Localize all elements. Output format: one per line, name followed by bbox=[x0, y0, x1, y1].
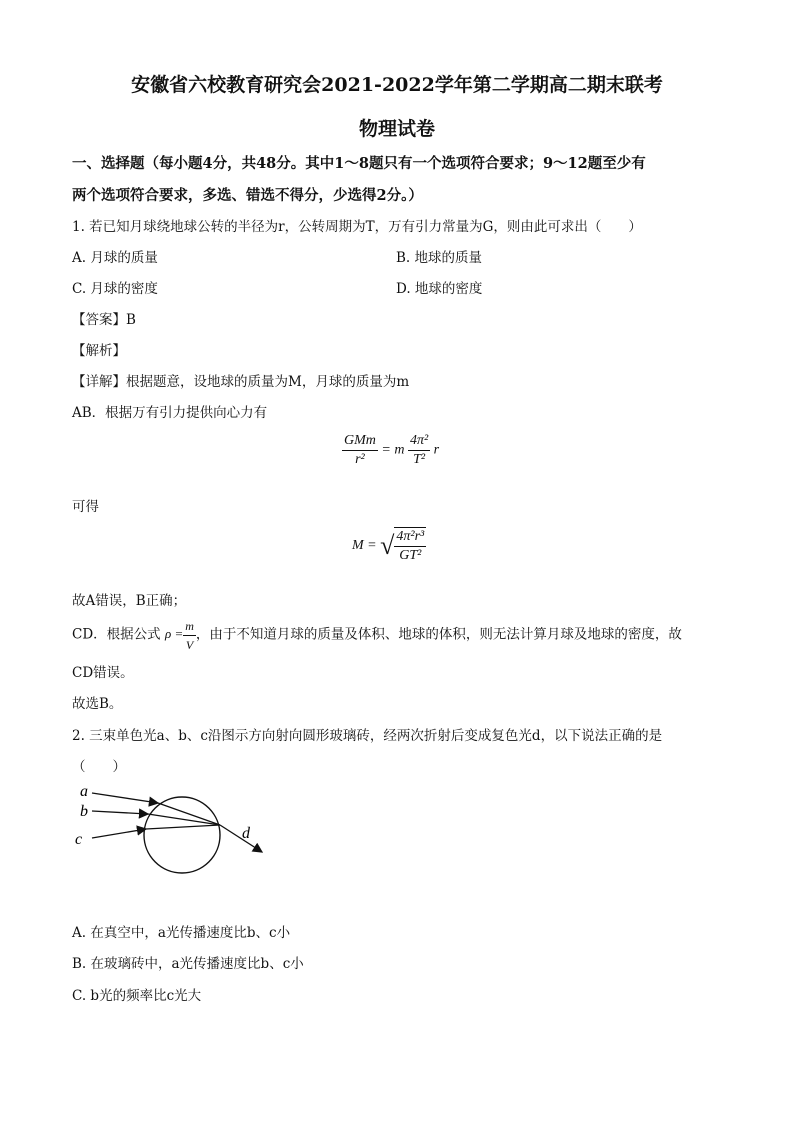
question-2-stem: 2. 三束单色光a、b、c沿图示方向射向圆形玻璃砖，经两次折射后变成复色光d，以下说法正确的是 bbox=[72, 728, 663, 744]
q1-detail: 【详解】根据题意，设地球的质量为M，月球的质量为m bbox=[72, 374, 410, 390]
q1-equation-1 bbox=[342, 432, 439, 469]
cd-formula-lhs: ρ = bbox=[164, 626, 184, 642]
light-refraction-figure bbox=[70, 778, 280, 878]
q1-option-d: D. 地球的密度 bbox=[396, 281, 483, 297]
ray-d-exit bbox=[220, 825, 262, 852]
eq2-lhs: M = bbox=[352, 538, 377, 554]
cd-suffix: ，由于不知道月球的质量及体积、地球的体积，则无法计算月球及地球的密度，故 bbox=[195, 626, 682, 643]
ray-b-inside bbox=[148, 814, 220, 825]
label-d: d bbox=[242, 825, 250, 842]
q1-answer: 【答案】B bbox=[72, 312, 136, 328]
q1-option-c: C. 月球的密度 bbox=[72, 281, 158, 297]
cd-formula-numerator: m bbox=[183, 617, 196, 636]
q1-derive: 可得 bbox=[72, 499, 99, 515]
section-heading-line2: 两个选项符合要求，多选、错选不得分，少选得2分。） bbox=[72, 187, 423, 204]
eq2-numerator: 4π²r³ bbox=[394, 528, 426, 547]
q2-option-b: B. 在玻璃砖中，a光传播速度比b、c小 bbox=[72, 956, 304, 972]
ray-a-incident bbox=[92, 793, 158, 803]
eq1-mid: = m bbox=[381, 442, 405, 458]
ray-c-inside bbox=[146, 825, 220, 829]
eq1-lhs-denominator: r² bbox=[355, 452, 365, 467]
ray-b-incident bbox=[92, 811, 148, 814]
eq1-lhs-numerator: GMm bbox=[342, 432, 378, 451]
q1-equation-2: M = √ $\frac{\text{4π²r³}}{\text{GT²}}$ bbox=[352, 529, 425, 563]
label-b: b bbox=[80, 803, 88, 820]
eq1-rhs-numerator: 4π² bbox=[408, 432, 430, 451]
q2-option-a: A. 在真空中，a光传播速度比b、c小 bbox=[72, 925, 291, 941]
q1-conclusion: 故A错误，B正确； bbox=[72, 593, 187, 609]
q1-cd-line bbox=[72, 617, 682, 654]
q1-ab-line: AB．根据万有引力提供向心力有 bbox=[72, 405, 268, 421]
question-1-stem: 1. 若已知月球绕地球公转的半径为r，公转周期为T，万有引力常量为G，则由此可求出（ ） bbox=[72, 219, 642, 235]
cd-formula-denominator: V bbox=[185, 638, 194, 652]
eq1-rhs-denominator: T² bbox=[413, 452, 426, 467]
page-title: 安徽省六校教育研究会2021-2022学年第二学期高二期末联考 bbox=[131, 74, 663, 96]
q1-analysis-tag: 【解析】 bbox=[72, 343, 126, 359]
eq1-tail: r bbox=[433, 442, 440, 458]
label-a: a bbox=[80, 783, 88, 800]
q1-option-a: A. 月球的质量 bbox=[72, 250, 158, 266]
q1-cd-line2: CD错误。 bbox=[72, 665, 134, 681]
glass-circle bbox=[144, 797, 220, 873]
eq2-denominator: GT² bbox=[399, 548, 422, 563]
label-c: c bbox=[75, 831, 83, 848]
page-subtitle: 物理试卷 bbox=[358, 118, 435, 140]
q1-final: 故选B。 bbox=[72, 696, 123, 712]
q2-bracket: （ ） bbox=[72, 759, 126, 775]
ray-c-incident bbox=[92, 829, 146, 838]
cd-prefix: CD．根据公式 bbox=[72, 626, 161, 643]
section-heading-line1: 一、选择题（每小题4分，共48分。其中1～8题只有一个选项符合要求；9～12题至少有 bbox=[72, 155, 646, 172]
q1-option-b: B. 地球的质量 bbox=[396, 250, 483, 266]
ray-a-inside bbox=[158, 803, 220, 825]
q2-option-c: C. b光的频率比c光大 bbox=[72, 988, 202, 1004]
